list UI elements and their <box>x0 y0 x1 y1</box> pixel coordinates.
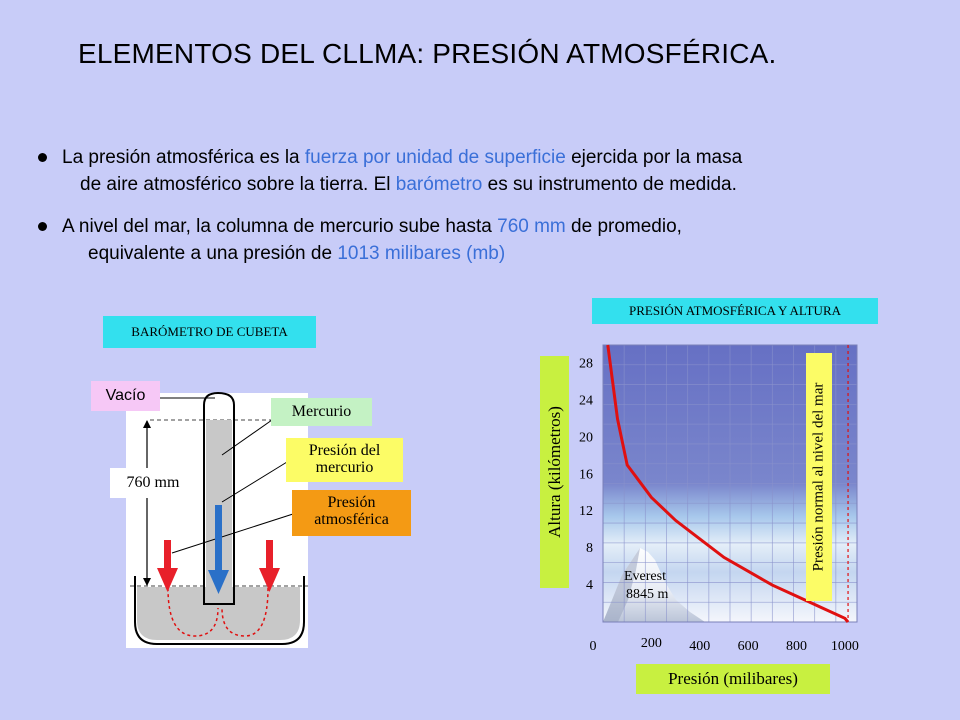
y-tick-label: 20 <box>579 430 593 446</box>
x-tick-label: 1000 <box>830 639 859 654</box>
highlight-fuerza: fuerza por unidad de superficie <box>304 147 566 168</box>
label-760mm: 760 mm <box>110 468 196 498</box>
y-axis-label-box <box>540 356 569 588</box>
label-line: Presión del <box>308 442 381 459</box>
text-segment: La presión atmosférica es la <box>62 147 305 168</box>
everest-label-line2: 8845 m <box>626 587 669 602</box>
label-vacio: Vacío <box>91 381 160 411</box>
text-segment: es su instrumento de medida. <box>482 174 737 195</box>
highlight-760mm: 760 mm <box>497 216 566 237</box>
reference-line-label: Presión normal al nivel del mar <box>810 382 827 572</box>
y-tick-label: 8 <box>586 541 593 557</box>
y-tick-label: 24 <box>579 393 593 409</box>
x-axis-label: Presión (milibares) <box>636 664 830 694</box>
chart-heading: PRESIÓN ATMOSFÉRICA Y ALTURA <box>592 298 878 324</box>
text-segment: de aire atmosférico sobre la tierra. El <box>80 174 396 195</box>
label-line: atmosférica <box>314 511 389 528</box>
everest-label-line1: Everest <box>624 569 666 584</box>
barometer-heading: BARÓMETRO DE CUBETA <box>103 316 316 348</box>
y-axis-label: Altura (kilómetros) <box>544 406 564 538</box>
label-mercurio: Mercurio <box>271 398 372 426</box>
highlight-barometro: barómetro <box>395 174 483 195</box>
x-tick-label: 600 <box>737 639 759 654</box>
highlight-1013mb: 1013 milibares (mb) <box>337 243 506 264</box>
text-segment: de promedio, <box>565 216 682 237</box>
y-tick-label: 4 <box>586 578 593 594</box>
x-tick-label: 200 <box>640 636 662 651</box>
label-line: mercurio <box>315 459 374 476</box>
y-tick-label: 16 <box>579 467 593 483</box>
y-tick-labels <box>579 356 593 593</box>
reference-label-box <box>806 353 832 601</box>
page-title: ELEMENTOS DEL CLLMA: PRESIÓN ATMOSFÉRICA. <box>78 38 777 69</box>
y-tick-label: 12 <box>579 504 593 520</box>
x-tick-label: 0 <box>589 639 597 654</box>
x-tick-labels <box>590 636 859 654</box>
x-tick-label: 800 <box>786 639 808 654</box>
text-segment: equivalente a una presión de <box>88 243 338 264</box>
text-segment: ejercida por la masa <box>565 147 743 168</box>
label-line: Presión <box>327 494 376 511</box>
y-tick-label: 28 <box>579 356 593 372</box>
x-tick-label: 400 <box>689 639 711 654</box>
text-segment: A nivel del mar, la columna de mercurio sube hasta <box>62 216 498 237</box>
